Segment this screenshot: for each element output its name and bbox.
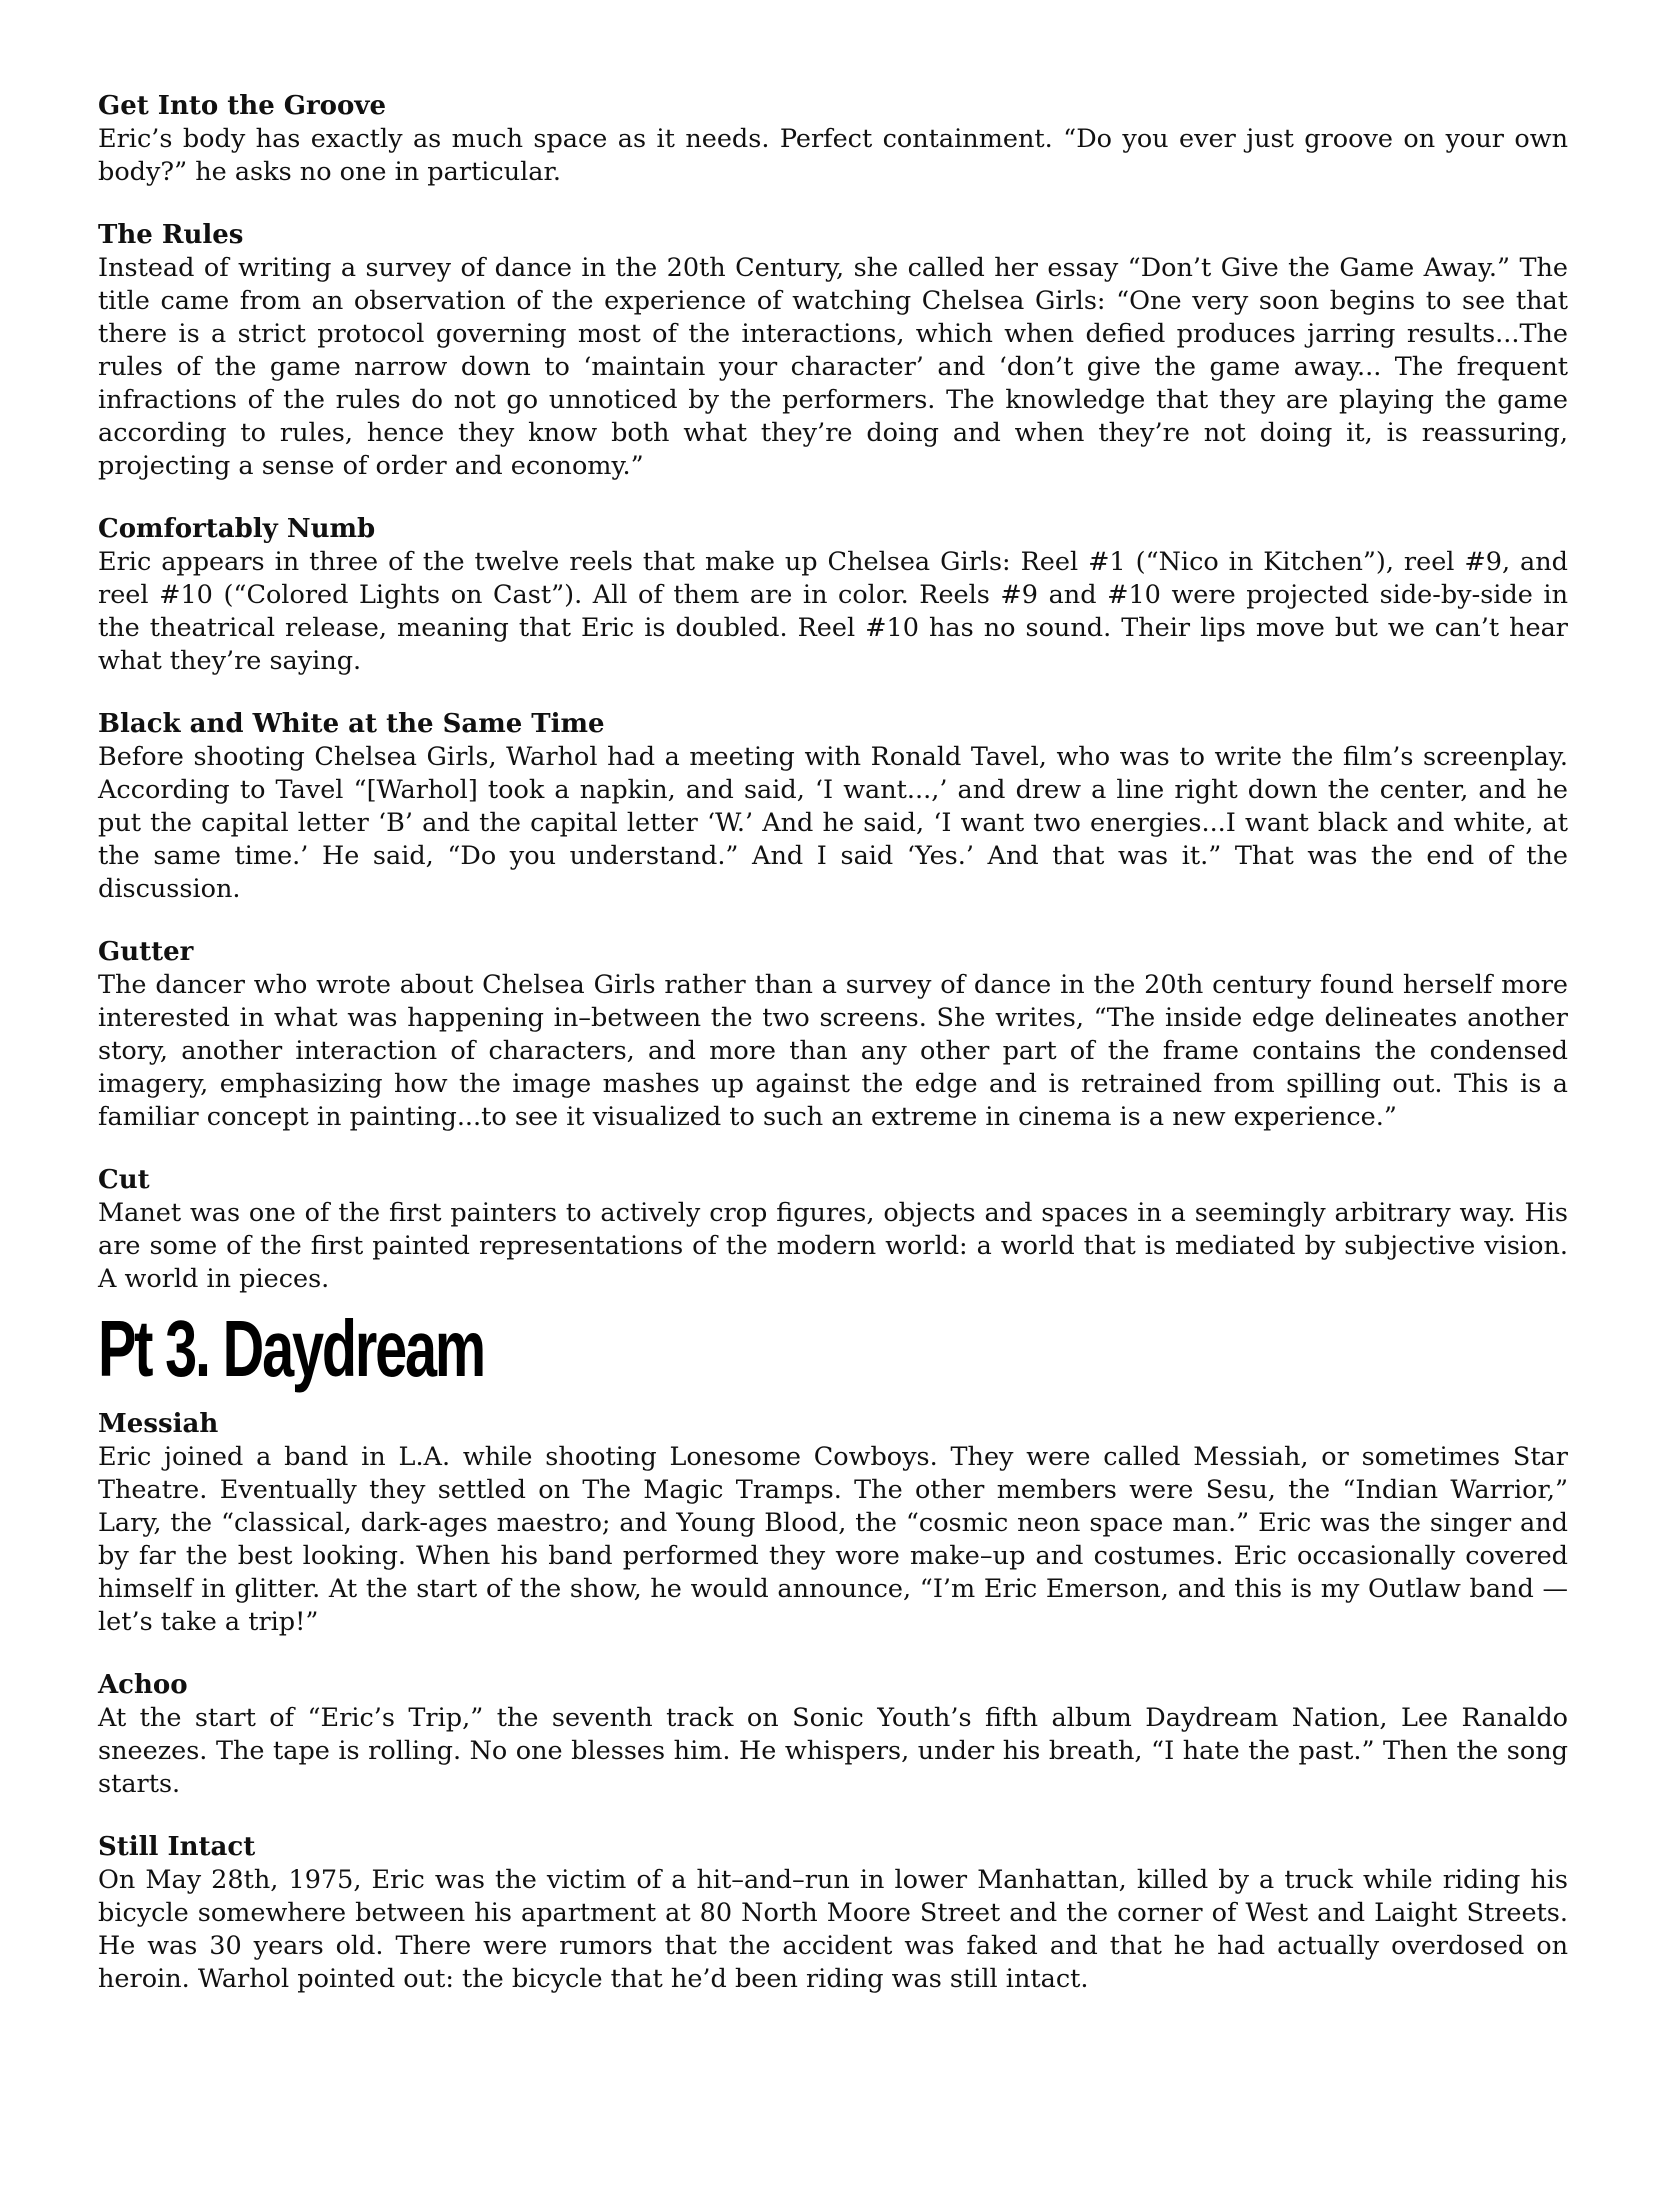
section-black-and-white (98, 708, 1568, 906)
section-heading: Messiah (98, 1409, 219, 1439)
section-get-into-the-groove (98, 90, 1568, 189)
section-heading: Gutter (98, 937, 194, 967)
section-body: Instead of writing a survey of dance in the 20th Century, she called her essay “Don’t Give the Game Away.” The title came from an observation of the experience of watching Chelsea Girls: “One very soon begins to see that there is a strict protocol governing most of the interactions, which when defied produces jarring results...The rules of the game narrow down to ‘maintain your character’ and ‘don’t give the game away... The frequent infractions of the rules do not go unnoticed by the performers. The knowledge that they are playing the game according to rules, hence they know both what they’re doing and when they’re not doing it, is reassuring, projecting a sense of order and economy.” (98, 253, 1568, 481)
section-body: The dancer who wrote about Chelsea Girls rather than a survey of dance in the 20th century found herself more interested in what was happening in–between the two screens. She writes, “The inside edge delineates another story, another interaction of characters, and more than any other part of the frame contains the condensed imagery, emphasizing how the image mashes up against the edge and is retrained from spilling out. This is a familiar concept in painting...to see it visualized to such an extreme in cinema is a new experience.” (98, 970, 1568, 1132)
section-body: Eric’s body has exactly as much space as it needs. Perfect containment. “Do you ever just groove on your own body?” he asks no one in particular. (98, 124, 1568, 187)
part-title: Pt 3. Daydream (98, 1304, 484, 1393)
section-heading: Achoo (98, 1670, 188, 1700)
section-heading: Still Intact (98, 1832, 256, 1862)
section-heading: Cut (98, 1165, 150, 1195)
section-cut (98, 1164, 1568, 1296)
section-still-intact (98, 1831, 1568, 1996)
section-body: Before shooting Chelsea Girls, Warhol had a meeting with Ronald Tavel, who was to write the film’s screenplay. According to Tavel “[Warhol] took a napkin, and said, ‘I want...,’ and drew a line right down the center, and he put the capital letter ‘B’ and the capital letter ‘W.’ And he said, ‘I want two energies...I want black and white, at the same time.’ He said, “Do you understand.” And I said ‘Yes.’ And that was it.” That was the end of the discussion. (98, 742, 1568, 904)
section-body: Eric joined a band in L.A. while shooting Lonesome Cowboys. They were called Messiah, or sometimes Star Theatre. Eventually they settled on The Magic Tramps. The other members were Sesu, the “Indian Warrior,” Lary, the “classical, dark-ages maestro; and Young Blood, the “cosmic neon space man.” Eric was the singer and by far the best looking. When his band performed they wore make–up and costumes. Eric occasionally covered himself in glitter. At the start of the show, he would announce, “I’m Eric Emerson, and this is my Outlaw band — let’s take a trip!” (98, 1442, 1568, 1637)
section-body: Manet was one of the first painters to actively crop figures, objects and spaces in a seemingly arbitrary way. His are some of the first painted representations of the modern world: a world that is mediated by subjective vision. A world in pieces. (98, 1198, 1568, 1294)
section-heading: Get Into the Groove (98, 91, 387, 121)
document-page (98, 90, 1568, 2026)
section-heading: The Rules (98, 220, 244, 250)
section-body: On May 28th, 1975, Eric was the victim of a hit–and–run in lower Manhattan, killed by a truck while riding his bicycle somewhere between his apartment at 80 North Moore Street and the corner of West and Laight Streets. He was 30 years old. There were rumors that the accident was faked and that he had actually overdosed on heroin. Warhol pointed out: the bicycle that he’d been riding was still intact. (98, 1865, 1568, 1994)
section-gutter (98, 936, 1568, 1134)
section-the-rules (98, 219, 1568, 483)
section-heading: Comfortably Numb (98, 514, 376, 544)
section-body: Eric appears in three of the twelve reels that make up Chelsea Girls: Reel #1 (“Nico in Kitchen”), reel #9, and reel #10 (“Colored Lights on Cast”). All of them are in color. Reels #9 and #10 were projected side-by-side in the theatrical release, meaning that Eric is doubled. Reel #10 has no sound. Their lips move but we can’t hear what they’re saying. (98, 547, 1568, 676)
section-heading: Black and White at the Same Time (98, 709, 605, 739)
section-body: At the start of “Eric’s Trip,” the seventh track on Sonic Youth’s fifth album Daydream Nation, Lee Ranaldo sneezes. The tape is rolling. No one blesses him. He whispers, under his breath, “I hate the past.” Then the song starts. (98, 1703, 1568, 1799)
section-achoo (98, 1669, 1568, 1801)
section-comfortably-numb (98, 513, 1568, 678)
section-messiah (98, 1408, 1568, 1639)
